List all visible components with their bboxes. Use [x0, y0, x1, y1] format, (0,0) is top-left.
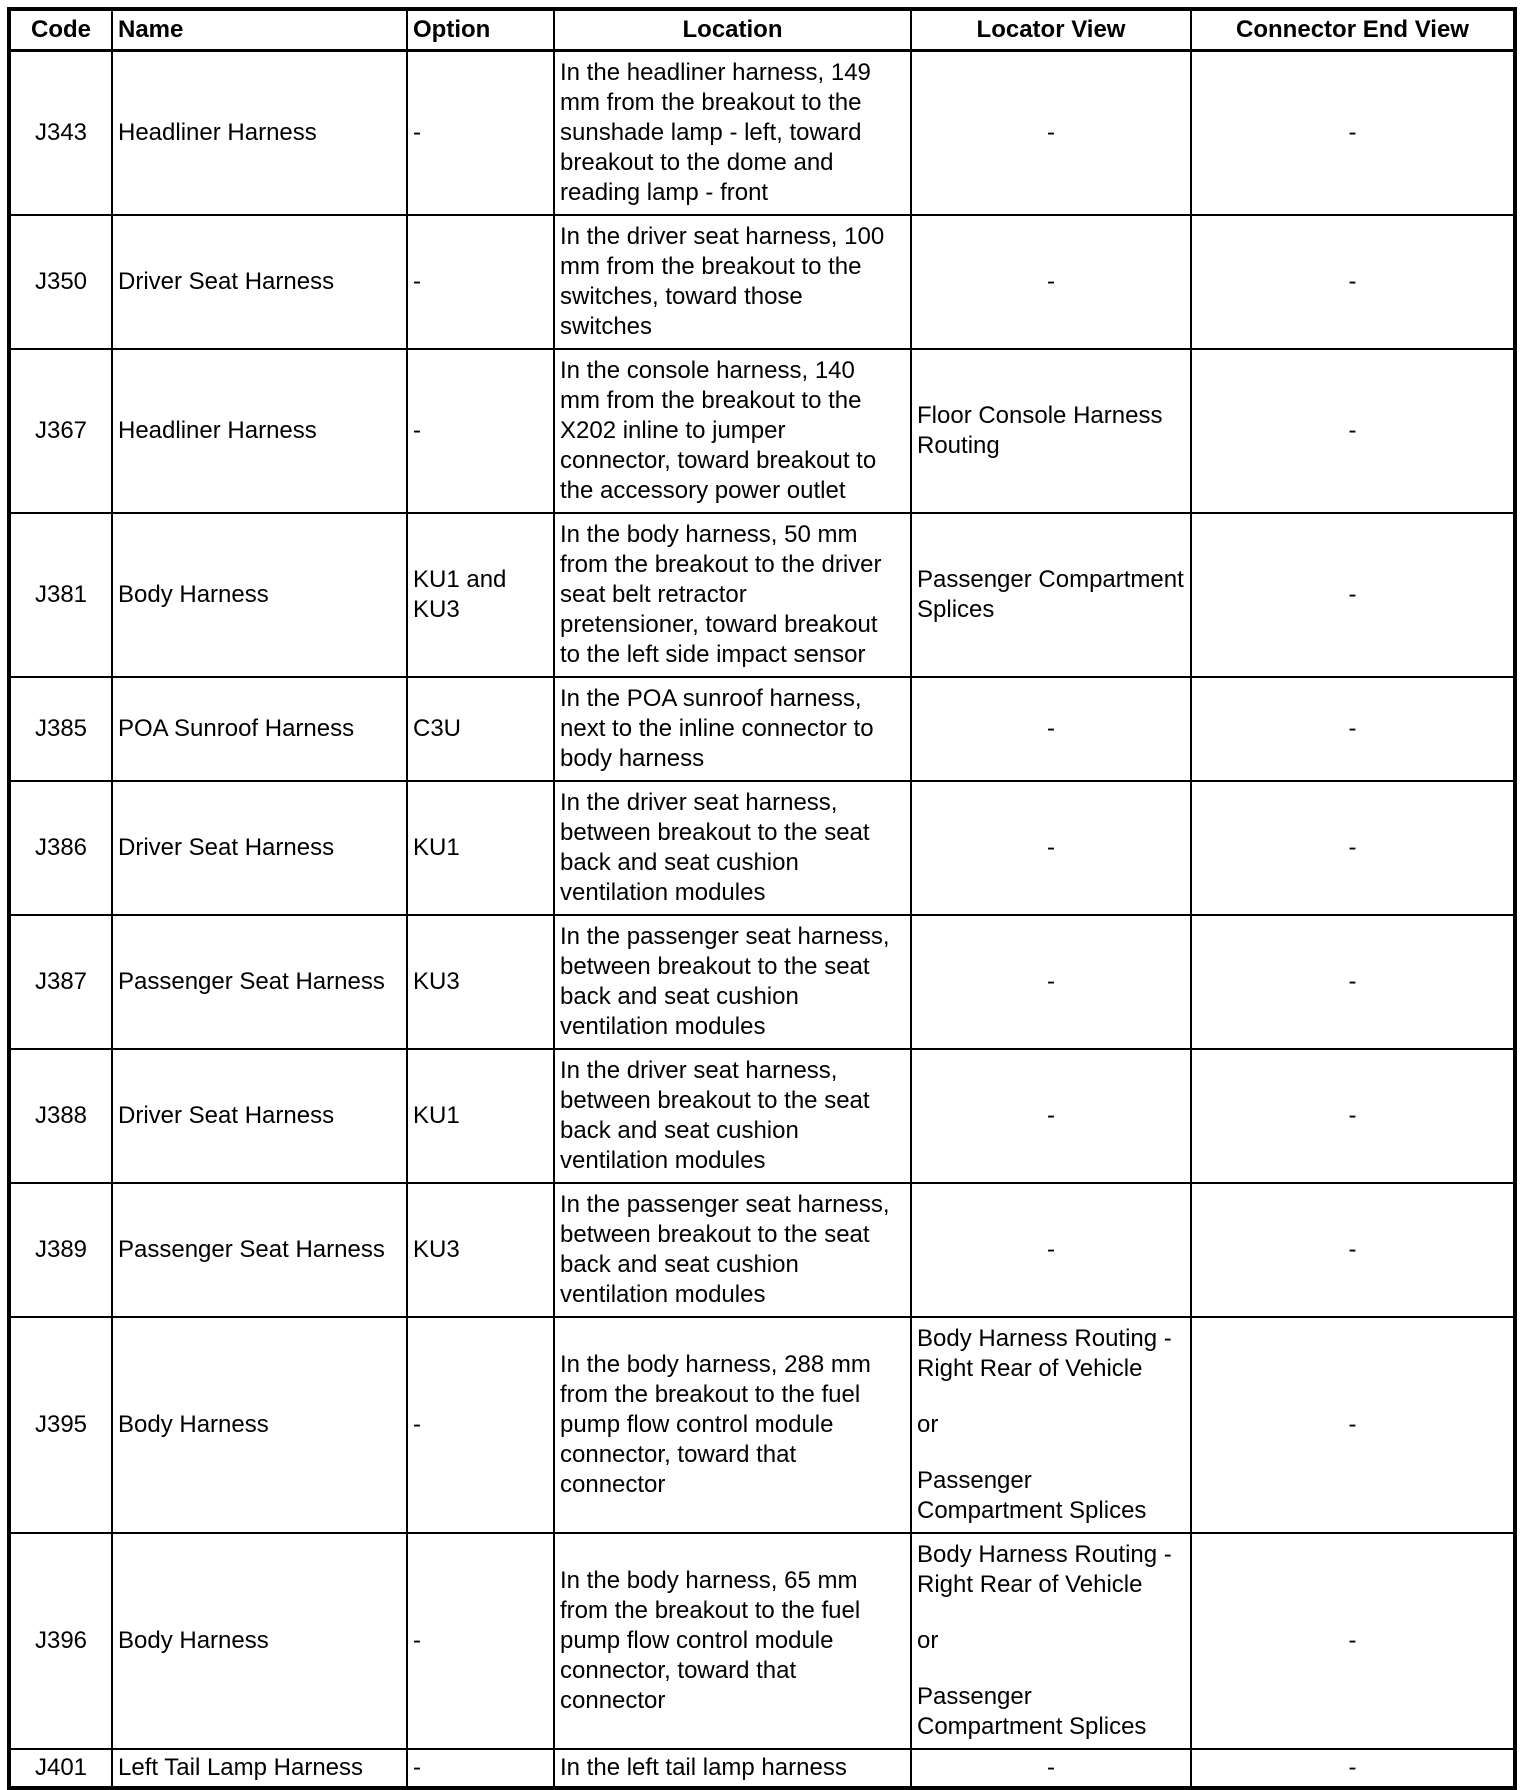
locator-view-line: Compartment Splices: [917, 1496, 1147, 1524]
location-line: sunshade lamp - left, toward: [560, 118, 862, 146]
location-line: In the headliner harness, 149: [560, 58, 871, 86]
location-line: In the body harness, 50 mm: [560, 520, 858, 548]
cell-locator-view: -: [911, 781, 1191, 915]
header-code: Code: [9, 9, 112, 51]
cell-code: J386: [9, 781, 112, 915]
location-line: connector, toward breakout to: [560, 446, 877, 474]
location-line: connector: [560, 1470, 666, 1498]
cell-locator-view: [911, 1317, 1191, 1533]
cell-option: KU1: [407, 781, 554, 915]
cell-code: J367: [9, 349, 112, 513]
header-name: Name: [112, 9, 407, 51]
cell-location: [554, 513, 911, 677]
cell-connector-end-view: -: [1191, 215, 1515, 349]
location-line: pump flow control module: [560, 1626, 834, 1654]
location-line: from the breakout to the driver: [560, 550, 882, 578]
cell-connector-end-view: -: [1191, 513, 1515, 677]
cell-option: -: [407, 1317, 554, 1533]
location-line: back and seat cushion: [560, 1116, 799, 1144]
cell-option: -: [407, 1533, 554, 1749]
spacer: [917, 1656, 1185, 1682]
location-line: In the driver seat harness,: [560, 788, 838, 816]
cell-name: Passenger Seat Harness: [112, 1183, 407, 1317]
cell-option: KU1 and KU3: [407, 513, 554, 677]
cell-location: [554, 51, 911, 215]
table-body: [9, 51, 1515, 1788]
location-line: breakout to the dome and: [560, 148, 834, 176]
cell-name: Body Harness: [112, 1317, 407, 1533]
cell-name: POA Sunroof Harness: [112, 677, 407, 781]
locator-view-line: Right Rear of Vehicle: [917, 1354, 1143, 1382]
cell-option: KU3: [407, 915, 554, 1049]
cell-locator-view: [911, 1533, 1191, 1749]
header-row: [9, 9, 1515, 51]
location-line: reading lamp - front: [560, 178, 769, 206]
table-row: [9, 677, 1515, 781]
location-line: to the left side impact sensor: [560, 640, 866, 668]
cell-name: Left Tail Lamp Harness: [112, 1749, 407, 1788]
location-line: In the driver seat harness, 100: [560, 222, 885, 250]
spacer: [917, 1440, 1185, 1466]
spacer: [917, 1384, 1185, 1410]
cell-code: J385: [9, 677, 112, 781]
table-row: [9, 513, 1515, 677]
cell-connector-end-view: -: [1191, 1533, 1515, 1749]
locator-view-line: Body Harness Routing -: [917, 1324, 1172, 1352]
location-line: In the body harness, 65 mm: [560, 1566, 858, 1594]
cell-connector-end-view: -: [1191, 349, 1515, 513]
cell-locator-view: -: [911, 1183, 1191, 1317]
location-line: connector: [560, 1686, 666, 1714]
cell-location: [554, 1049, 911, 1183]
location-line: connector, toward that: [560, 1440, 797, 1468]
location-line: switches, toward those: [560, 282, 803, 310]
cell-name: Headliner Harness: [112, 51, 407, 215]
cell-locator-view: -: [911, 1049, 1191, 1183]
cell-location: [554, 215, 911, 349]
cell-code: J389: [9, 1183, 112, 1317]
cell-locator-view: -: [911, 51, 1191, 215]
cell-location: [554, 677, 911, 781]
header-connector-end-view: Connector End View: [1191, 9, 1515, 51]
cell-connector-end-view: -: [1191, 915, 1515, 1049]
cell-name: Body Harness: [112, 513, 407, 677]
cell-name: Passenger Seat Harness: [112, 915, 407, 1049]
cell-connector-end-view: -: [1191, 1049, 1515, 1183]
header-locator-view: Locator View: [911, 9, 1191, 51]
cell-connector-end-view: -: [1191, 1317, 1515, 1533]
table-row: [9, 349, 1515, 513]
cell-locator-view: -: [911, 915, 1191, 1049]
cell-location: [554, 349, 911, 513]
table-row: [9, 915, 1515, 1049]
table-row: [9, 1317, 1515, 1533]
location-line: next to the inline connector to: [560, 714, 874, 742]
cell-option: KU1: [407, 1049, 554, 1183]
cell-option: -: [407, 349, 554, 513]
location-line: switches: [560, 312, 653, 340]
cell-name: Driver Seat Harness: [112, 215, 407, 349]
location-line: from the breakout to the fuel: [560, 1596, 861, 1624]
cell-name: Headliner Harness: [112, 349, 407, 513]
cell-locator-view: Passenger Compartment Splices: [911, 513, 1191, 677]
cell-location: [554, 1533, 911, 1749]
table-row: [9, 1049, 1515, 1183]
cell-code: J395: [9, 1317, 112, 1533]
cell-locator-view: -: [911, 215, 1191, 349]
table-row: [9, 1183, 1515, 1317]
table-row: [9, 51, 1515, 215]
cell-locator-view: Floor Console Harness Routing: [911, 349, 1191, 513]
table-row: [9, 781, 1515, 915]
spacer: [917, 1600, 1185, 1626]
splice-table: [7, 7, 1517, 1790]
cell-code: J387: [9, 915, 112, 1049]
location-line: between breakout to the seat: [560, 1220, 870, 1248]
cell-option: C3U: [407, 677, 554, 781]
cell-location: [554, 781, 911, 915]
locator-view-line: or: [917, 1410, 939, 1438]
location-line: ventilation modules: [560, 1012, 766, 1040]
location-line: ventilation modules: [560, 1146, 766, 1174]
table-row: [9, 1749, 1515, 1788]
cell-location: [554, 1317, 911, 1533]
table-row: [9, 1533, 1515, 1749]
location-line: In the passenger seat harness,: [560, 922, 890, 950]
cell-connector-end-view: -: [1191, 677, 1515, 781]
location-line: In the driver seat harness,: [560, 1056, 838, 1084]
location-line: back and seat cushion: [560, 982, 799, 1010]
cell-location: [554, 915, 911, 1049]
cell-location: [554, 1749, 911, 1788]
cell-locator-view: -: [911, 677, 1191, 781]
location-line: back and seat cushion: [560, 1250, 799, 1278]
cell-connector-end-view: -: [1191, 51, 1515, 215]
location-line: In the POA sunroof harness,: [560, 684, 862, 712]
location-line: between breakout to the seat: [560, 818, 870, 846]
cell-connector-end-view: -: [1191, 1183, 1515, 1317]
location-line: mm from the breakout to the: [560, 252, 862, 280]
cell-code: J381: [9, 513, 112, 677]
cell-code: J350: [9, 215, 112, 349]
locator-view-line: Compartment Splices: [917, 1712, 1147, 1740]
cell-option: -: [407, 215, 554, 349]
location-line: In the passenger seat harness,: [560, 1190, 890, 1218]
cell-connector-end-view: -: [1191, 781, 1515, 915]
location-line: In the body harness, 288 mm: [560, 1350, 871, 1378]
location-line: pretensioner, toward breakout: [560, 610, 878, 638]
location-line: connector, toward that: [560, 1656, 797, 1684]
cell-option: KU3: [407, 1183, 554, 1317]
cell-locator-view: -: [911, 1749, 1191, 1788]
cell-code: J388: [9, 1049, 112, 1183]
location-line: ventilation modules: [560, 878, 766, 906]
location-line: X202 inline to jumper: [560, 416, 786, 444]
table-row: [9, 215, 1515, 349]
location-line: from the breakout to the fuel: [560, 1380, 861, 1408]
location-line: mm from the breakout to the: [560, 386, 862, 414]
location-line: mm from the breakout to the: [560, 88, 862, 116]
location-line: seat belt retractor: [560, 580, 747, 608]
cell-option: -: [407, 1749, 554, 1788]
cell-name: Body Harness: [112, 1533, 407, 1749]
cell-name: Driver Seat Harness: [112, 1049, 407, 1183]
cell-code: J396: [9, 1533, 112, 1749]
location-line: In the console harness, 140: [560, 356, 855, 384]
cell-option: -: [407, 51, 554, 215]
location-line: In the left tail lamp harness: [560, 1753, 847, 1781]
location-line: between breakout to the seat: [560, 1086, 870, 1114]
location-line: ventilation modules: [560, 1280, 766, 1308]
cell-connector-end-view: -: [1191, 1749, 1515, 1788]
cell-code: J401: [9, 1749, 112, 1788]
location-line: between breakout to the seat: [560, 952, 870, 980]
locator-view-line: Passenger: [917, 1466, 1032, 1494]
locator-view-line: or: [917, 1626, 939, 1654]
header-location: Location: [554, 9, 911, 51]
header-option: Option: [407, 9, 554, 51]
location-line: the accessory power outlet: [560, 476, 846, 504]
locator-view-line: Right Rear of Vehicle: [917, 1570, 1143, 1598]
locator-view-line: Body Harness Routing -: [917, 1540, 1172, 1568]
cell-name: Driver Seat Harness: [112, 781, 407, 915]
locator-view-line: Passenger: [917, 1682, 1032, 1710]
location-line: body harness: [560, 744, 705, 772]
location-line: pump flow control module: [560, 1410, 834, 1438]
location-line: back and seat cushion: [560, 848, 799, 876]
cell-code: J343: [9, 51, 112, 215]
cell-location: [554, 1183, 911, 1317]
